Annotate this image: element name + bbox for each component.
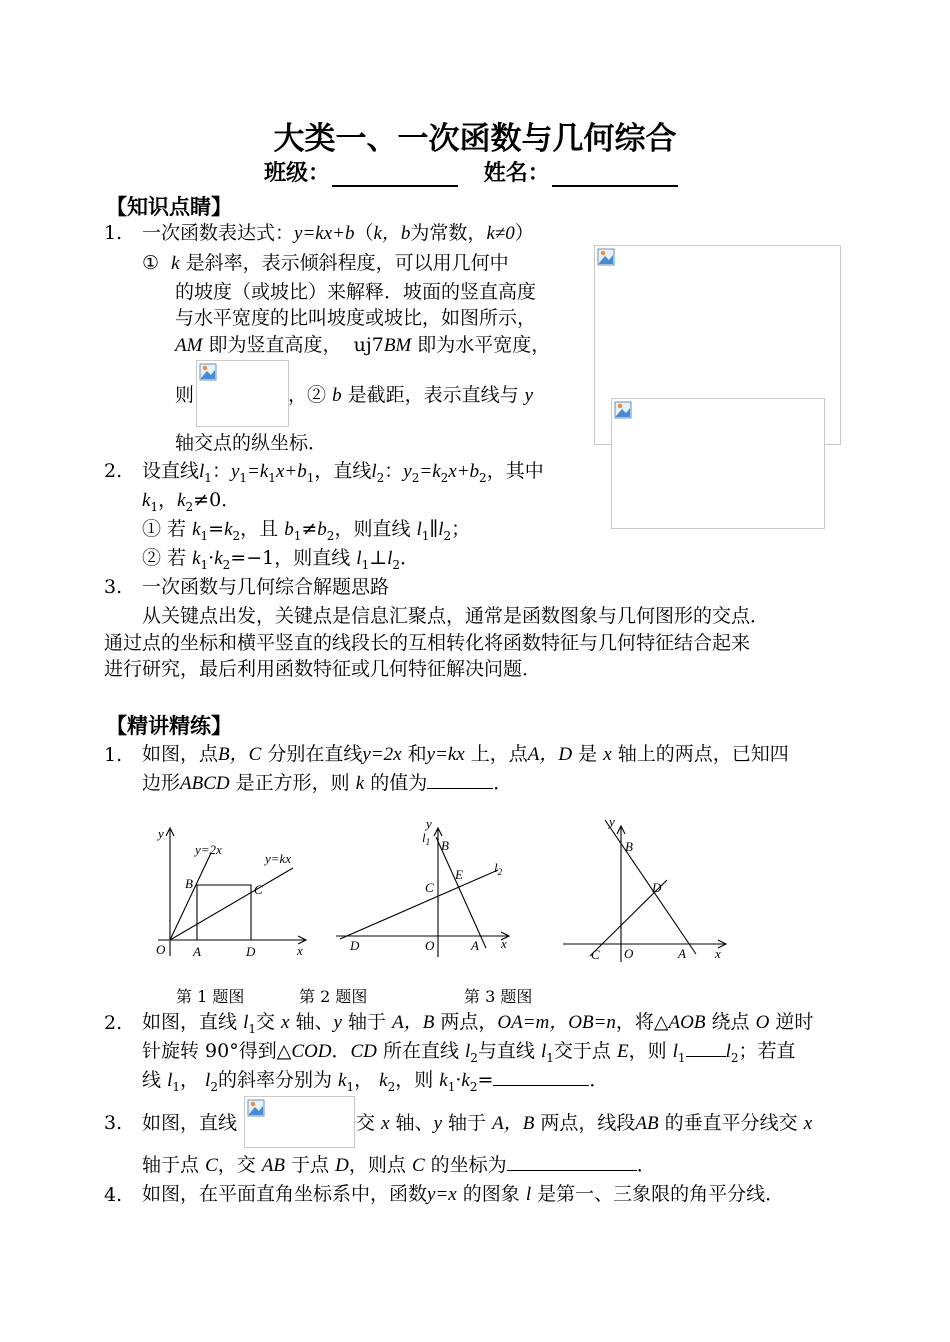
k1-line6a: 则 (175, 384, 195, 406)
broken-image-icon (614, 401, 632, 419)
k1-line5: AM 即为竖直高度， uj7BM 即为水平宽度， (175, 334, 551, 356)
broken-image-icon (247, 1099, 265, 1117)
name-blank[interactable] (552, 165, 678, 187)
fig1-label-y2x: y=2x (195, 842, 222, 857)
fig3-label-b: B (625, 839, 633, 854)
fig2-label-o: O (425, 938, 435, 953)
fig3-line-ab (605, 820, 696, 954)
q1-answer-blank[interactable] (427, 770, 493, 789)
fig2-label-y: y (426, 816, 432, 831)
q1-line2: 边形ABCD 是正方形，则 k 的值为 ． (142, 772, 513, 794)
k3-para2: 通过点的坐标和横平竖直的线段长的互相转化将函数特征与几何特征结合起来 (104, 632, 751, 654)
q3-number: 3. (104, 1112, 123, 1134)
fig2-line-l1 (436, 837, 486, 948)
fig2-label-l1: $l_1$ (422, 830, 431, 847)
fig3-label-d: D (652, 880, 662, 895)
page-title: 大类一、一次函数与几何综合 (273, 121, 677, 157)
fig3-label-a: A (678, 946, 686, 961)
k1-line4: 与水平宽度的比叫坡度或坡比，如图所示， (175, 307, 537, 329)
broken-image-icon (199, 363, 217, 381)
k2-line1: 设直线$l_1$：$y_1=k_1x+b_1$，直线$l_2$：$y_2=k_2x+b_2$，其中 (142, 460, 544, 485)
q2-relation-blank[interactable] (686, 1038, 726, 1057)
q1-number: 1. (104, 744, 123, 766)
fig3-label-x: x (715, 946, 721, 961)
caption-fig3: 第 3 题图 (464, 987, 533, 1006)
k2-number: 2. (104, 460, 123, 482)
k1-line7: 轴交点的纵坐标． (175, 432, 328, 454)
fig1-line-y2x (170, 853, 211, 940)
fig2-label-x: x (501, 936, 507, 951)
fig3-label-c: C (591, 947, 600, 962)
fig1-label-c: C (254, 882, 263, 897)
k2-line3: ① 若 $k_1=k_2$，且 $b_1\ne b_2$，则直线 $l_1\parallel l_2$； (142, 518, 471, 543)
k3-number: 3. (104, 576, 123, 598)
q3-line1a: 如图，直线 (142, 1112, 238, 1134)
section-practice: 【精讲精练】 (106, 713, 232, 738)
q2-line3: 线 $l_1$， $l_2$的斜率分别为 $k_1$， $k_2$，则 $k_1\cdot k_2=$ ． (142, 1069, 609, 1094)
fig2-label-a: A (471, 938, 479, 953)
name-label: 姓名： (483, 160, 550, 186)
fig1-label-y: y (158, 826, 164, 841)
lines-figure-placeholder (611, 398, 825, 529)
class-name-line (264, 156, 696, 187)
figure-3 (555, 812, 735, 962)
q2-line1: 如图，直线 $l_1$交 x 轴、y 轴于 A，B 两点，OA=m，OB=n，将△AOB 绕点 O 逆时 (142, 1011, 814, 1036)
q4-number: 4. (104, 1184, 123, 1206)
broken-image-icon (597, 248, 615, 266)
k2-line2: $k_1$，$k_2\ne 0$． (142, 489, 241, 514)
k1-number: 1. (104, 222, 123, 244)
fig2-label-e: E (455, 867, 463, 882)
q4-line1: 如图，在平面直角坐标系中，函数y=x 的图象 l 是第一、三象限的角平分线． (142, 1183, 785, 1205)
fig1-label-d: D (246, 944, 256, 959)
k1-line1: 一次函数表达式：y=kx+b（k，b为常数，k≠0） (142, 222, 534, 244)
fig1-label-b: B (185, 876, 193, 891)
fig3-label-y: y (609, 814, 615, 829)
fig1-label-a: A (193, 944, 201, 959)
fig2-line-l2 (340, 870, 498, 939)
k3-line1: 一次函数与几何综合解题思路 (142, 576, 390, 598)
q2-product-blank[interactable] (493, 1067, 589, 1086)
figure-2 (328, 812, 528, 962)
fig2-label-d: D (350, 938, 360, 953)
q2-line2: 针旋转 90°得到△COD．CD 所在直线 $l_2$与直线 $l_1$交于点 E，则 $l_1$ $l_2$；若直 (142, 1040, 796, 1065)
class-blank[interactable] (332, 165, 458, 187)
fig1-square (197, 885, 251, 940)
q3-answer-blank[interactable] (507, 1152, 637, 1171)
fig1-label-o: O (156, 942, 166, 957)
formula-image-placeholder (196, 360, 289, 427)
q3-line2: 轴于点 C，交 AB 于点 D，则点 C 的坐标为 ． (142, 1154, 656, 1176)
q1-line1: 如图，点B，C 分别在直线y=2x 和y=kx 上，点A，D 是 x 轴上的两点，已知四 (142, 743, 789, 765)
k2-line4: ② 若 $k_1\cdot k_2=-1$，则直线 $l_1\perp l_2$． (142, 547, 420, 572)
q2-number: 2. (104, 1012, 123, 1034)
fig3-label-o: O (624, 946, 634, 961)
k1-line3: 的坡度（或坡比）来解释．坡面的竖直高度 (175, 281, 537, 303)
k1-line6b: ，② b 是截距，表示直线与 y (288, 384, 534, 406)
q3-line1b: 交 x 轴、y 轴于 A，B 两点，线段AB 的垂直平分线交 x (356, 1112, 813, 1134)
k1-line2: ① k 是斜率，表示倾斜程度，可以用几何中 (142, 252, 509, 274)
fig2-label-b: B (441, 838, 449, 853)
caption-fig1: 第 1 题图 (176, 987, 245, 1006)
caption-fig2: 第 2 题图 (299, 987, 368, 1006)
section-knowledge: 【知识点睛】 (106, 194, 232, 219)
k3-para3: 进行研究，最后利用函数特征或几何特征解决问题． (104, 658, 542, 680)
fig2-label-c: C (425, 880, 434, 895)
fig1-label-ykx: y=kx (265, 851, 292, 866)
fig2-label-l2: $l_2$ (494, 860, 503, 877)
line-formula-placeholder (244, 1096, 355, 1148)
k3-para1: 从关键点出发，关键点是信息汇聚点，通常是函数图象与几何图形的交点． (142, 605, 770, 627)
figure-1 (140, 818, 320, 968)
class-label: 班级： (264, 160, 331, 186)
fig1-label-x: x (297, 943, 303, 958)
